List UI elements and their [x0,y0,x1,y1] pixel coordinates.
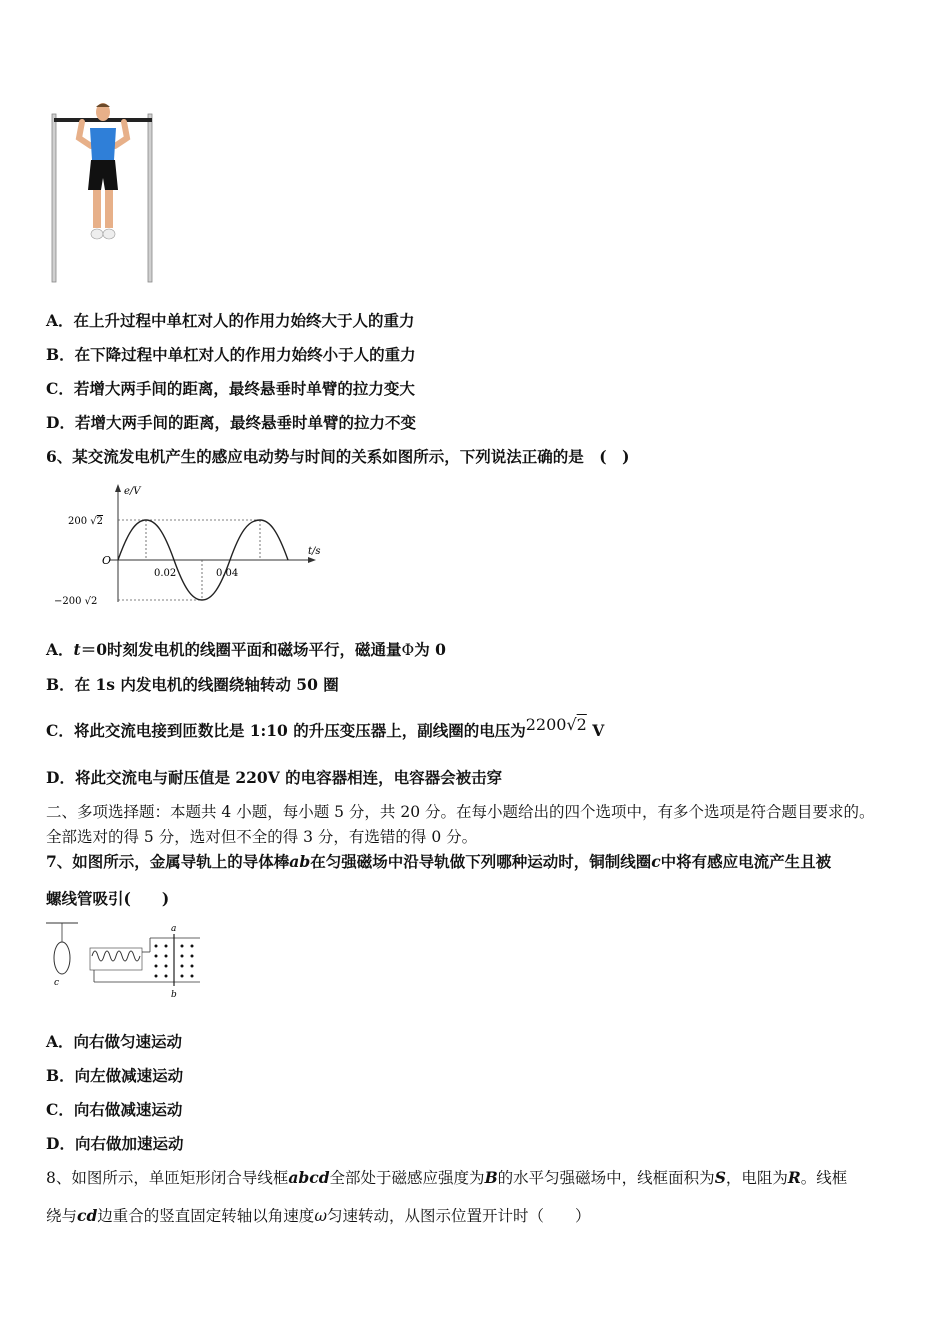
q6-option-b: B．在 1s 内发电机的线圈绕轴转动 50 圈 [46,675,339,694]
q5-option-d: D．若增大两手间的距离，最终悬垂时单臂的拉力不变 [46,413,416,432]
q7-option-b: B．向左做减速运动 [46,1066,184,1085]
q6-option-a: A．t＝0时刻发电机的线圈平面和磁场平行，磁通量Φ为 0 [46,640,446,659]
origin-label: O [102,554,112,567]
q6-emf-graph [50,480,330,610]
q5-option-b: B．在下降过程中单杠对人的作用力始终小于人的重力 [46,345,416,364]
pullup-figure [46,98,161,284]
q8-stem-1: 8、如图所示，单匝矩形闭合导线框abcd全部处于磁感应强度为B的水平匀强磁场中，线框面积为S，电阻为R。线框 [46,1168,848,1187]
t2-label: 0.04 [216,568,239,579]
voltage-value: 2200√2 [525,715,587,734]
q5-option-c: C．若增大两手间的距离，最终悬垂时单臂的拉力变大 [46,379,415,398]
x-axis-label: t/s [308,546,321,557]
label-a: a [171,924,177,934]
section2-line1: 二、多项选择题：本题共 4 小题，每小题 5 分，共 20 分。在每小题给出的四个选项中，有多个选项是符合题目要求的。 [46,803,875,821]
y-axis-label: e/V [124,486,141,497]
y-min-label: −200 √2 [54,596,98,607]
q8-stem-2: 绕与cd边重合的竖直固定转轴以角速度ω匀速转动，从图示位置开计时（ ） [46,1206,591,1225]
q7-option-d: D．向右做加速运动 [46,1134,184,1153]
label-c: c [54,978,60,988]
q6-option-c: C．将此交流电接到匝数比是 1:10 的升压变压器上，副线圈的电压为2200√2 V [46,715,605,740]
q7-option-a: A．向右做匀速运动 [46,1032,183,1051]
q6-stem: 6、某交流发电机产生的感应电动势与时间的关系如图所示，下列说法正确的是 ( ) [46,447,630,466]
y-max-label: 200 √2 [68,516,104,527]
label-b: b [171,990,177,1000]
q7-coil-figure [44,918,204,1000]
q5-option-a: A．在上升过程中单杠对人的作用力始终大于人的重力 [46,311,415,330]
t1-label: 0.02 [154,568,177,579]
q7-stem-2: 螺线管吸引( ) [46,889,170,908]
section2-line2: 全部选对的得 5 分，选对但不全的得 3 分，有选错的得 0 分。 [46,828,478,846]
q6-option-d: D．将此交流电与耐压值是 220V 的电容器相连，电容器会被击穿 [46,768,503,787]
q7-stem: 7、如图所示，金属导轨上的导体棒ab在匀强磁场中沿导轨做下列哪种运动时，铜制线圈c中将有感应电流产生且被 [46,852,832,871]
phi-symbol: Φ [401,641,415,659]
q7-option-c: C．向右做减速运动 [46,1100,183,1119]
